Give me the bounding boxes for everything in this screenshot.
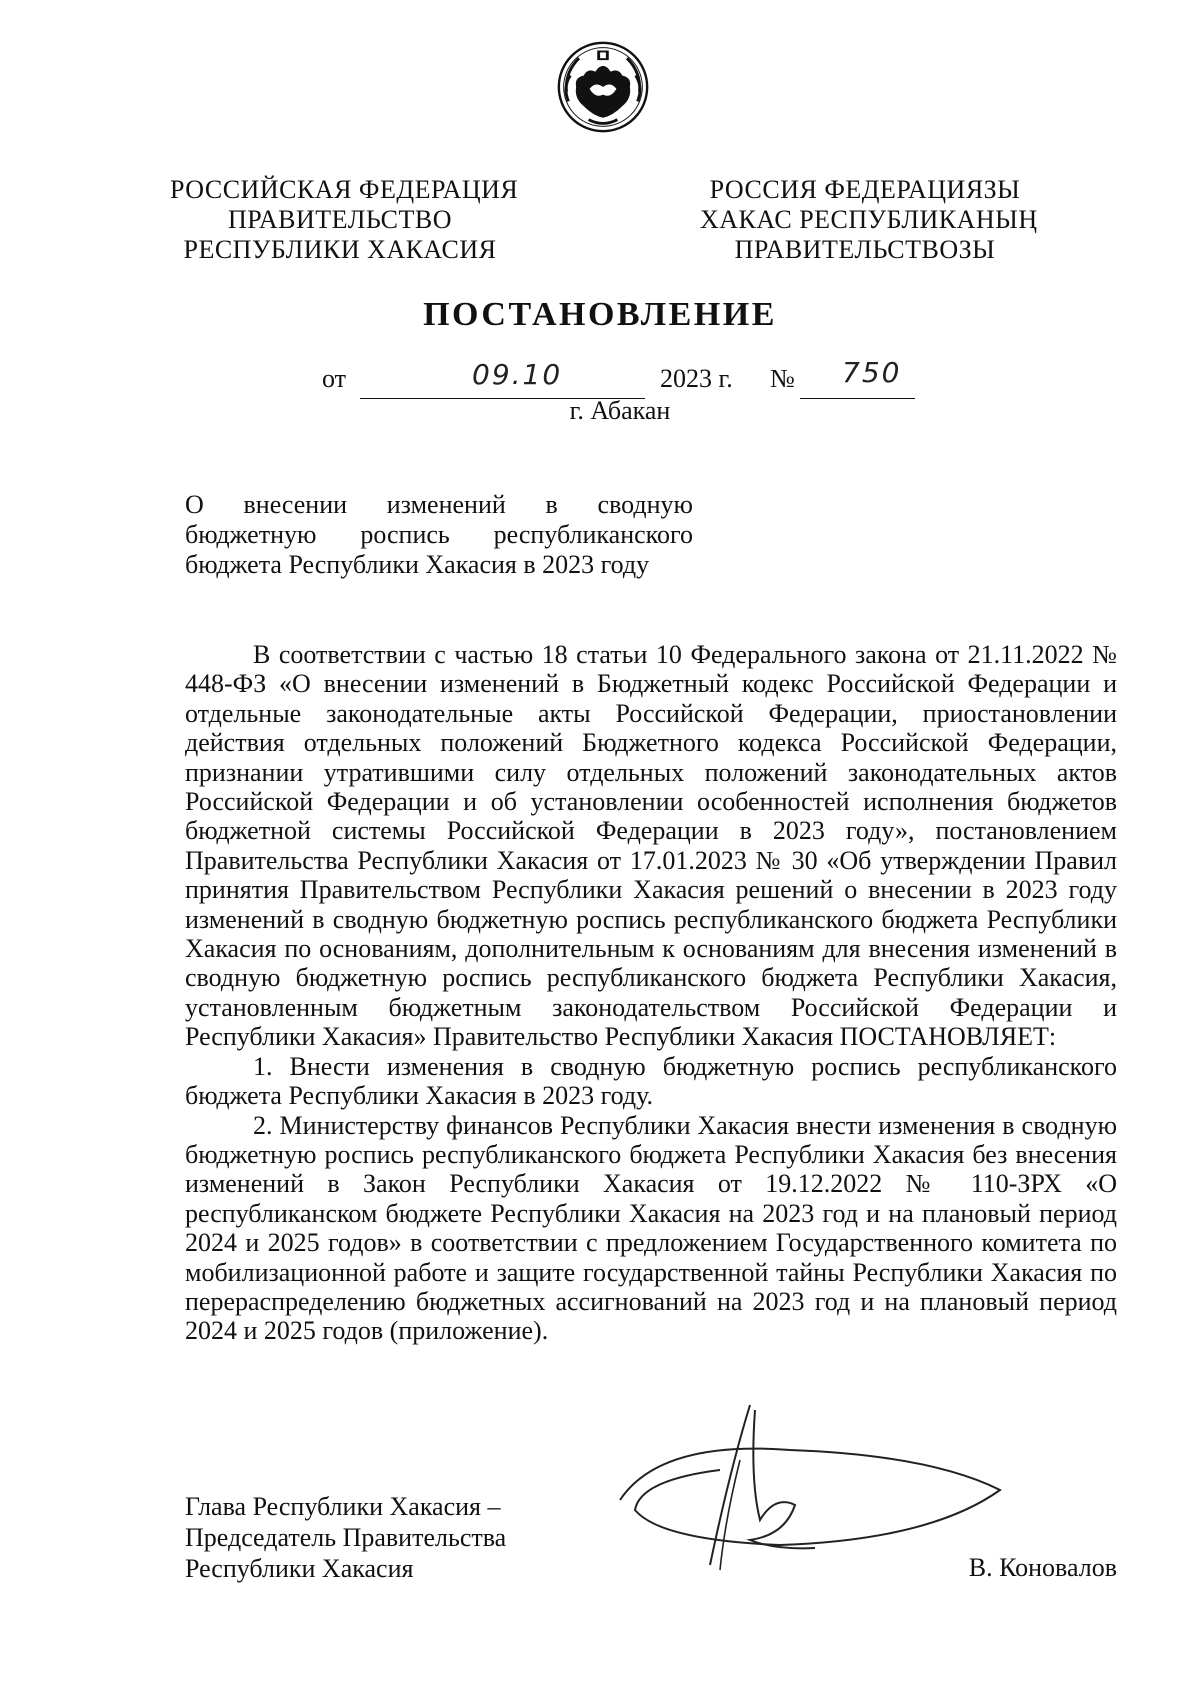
city: г. Абакан <box>569 396 671 425</box>
item-1-paragraph: 1. Внести изменения в сводную бюджетную роспись республиканского бюджета Республики Хакасия в 2023 году. <box>185 1051 1117 1111</box>
header-right-line1: РОССИЯ ФЕДЕРАЦИЯЗЫ <box>709 175 1021 204</box>
header-left <box>170 175 519 265</box>
item-2-paragraph: 2. Министерству финансов Республики Хакасия внести изменения в сводную бюджетную роспись республиканского бюджета Республики Хакасия без внесения изменений в Закон Республики Хакасия от 19.12.2022 № 110-ЗРХ «О республиканском бюджете Республики Хакасия на 2023 год и на плановый период 2024 и 2025 годов» в соответствии с предложением Государственного комитета по мобилизационной работе и защите государственной тайны Республики Хакасия по перераспределению бюджетных ассигнований на 2023 год и на плановый период 2024 и 2025 годов (приложение). <box>185 1110 1117 1346</box>
signatory-line3: Республики Хакасия <box>185 1554 414 1583</box>
header-left-line1: РОССИЙСКАЯ ФЕДЕРАЦИЯ <box>170 175 519 204</box>
subject <box>185 490 693 580</box>
date-from-label: от <box>322 364 347 393</box>
header-right-line3: ПРАВИТЕЛЬСТВОЗЫ <box>734 235 996 264</box>
subject-line2: бюджетную роспись республиканского <box>185 520 693 549</box>
date-year: 2023 г. <box>660 364 733 393</box>
subject-line1: О внесении изменений в сводную <box>185 490 693 519</box>
header-right-line2: ХАКАС РЕСПУБЛИКАНЫҢ <box>700 205 1038 234</box>
signatory-line2: Председатель Правительства <box>185 1523 507 1552</box>
date-handwritten: 09.10 <box>472 358 563 391</box>
coat-of-arms-icon <box>555 38 651 136</box>
subject-line3: бюджета Республики Хакасия в 2023 году <box>185 550 650 579</box>
document-body <box>185 640 1117 1346</box>
header-left-line3: РЕСПУБЛИКИ ХАКАСИЯ <box>183 235 497 264</box>
number-label: № <box>770 364 795 393</box>
handwritten-signature-icon <box>600 1400 1020 1590</box>
header-right <box>700 175 1038 265</box>
document-title: ПОСТАНОВЛЕНИЕ <box>423 296 777 333</box>
header-left-line2: ПРАВИТЕЛЬСТВО <box>228 205 452 234</box>
signatory-line1: Глава Республики Хакасия – <box>185 1492 501 1521</box>
signatory-name: В. Коновалов <box>968 1553 1117 1582</box>
preamble-paragraph: В соответствии с частью 18 статьи 10 Федерального закона от 21.11.2022 № 448-ФЗ «О внесении изменений в Бюджетный кодекс Российской Федерации и отдельные законодательные акты Российской Федерации, приостановлении действия отдельных положений Бюджетного кодекса Российской Федерации, признании утратившими силу отдельных положений законодательных актов Российской Федерации и об установлении особенностей исполнения бюджетов бюджетной системы Российской Федерации в 2023 году», постановлением Правительства Республики Хакасия от 17.01.2023 № 30 «Об утверждении Правил принятия Правительством Республики Хакасия решений о внесении в 2023 году изменений в сводную бюджетную роспись республиканского бюджета Республики Хакасия по основаниям, дополнительным к основаниям для внесения изменений в сводную бюджетную роспись республиканского бюджета Республики Хакасия, установленным бюджетным законодательством Российской Федерации и Республики Хакасия» Правительство Республики Хакасия ПОСТАНОВЛЯЕТ: <box>185 640 1117 1052</box>
number-handwritten: 750 <box>842 356 902 389</box>
signatory-title <box>185 1491 506 1584</box>
